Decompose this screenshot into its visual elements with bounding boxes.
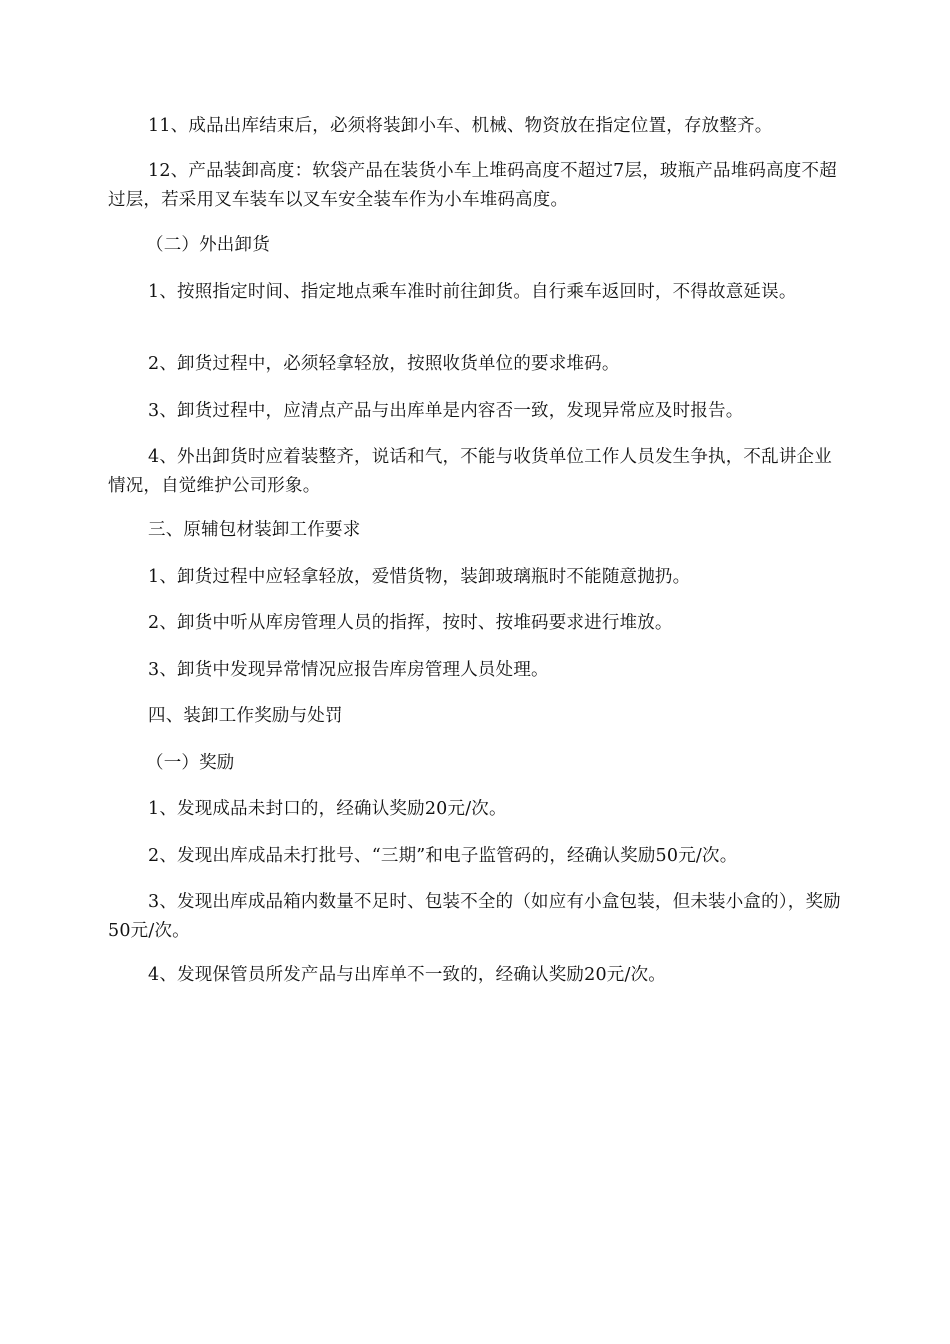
paragraph-rewards-2: 2、发现出库成品未打批号、“三期”和电子监管码的，经确认奖励50元/次。 [148, 846, 738, 866]
paragraph-unloading-4: 4、外出卸货时应着装整齐，说话和气，不能与收货单位工作人员发生争执，不乱讲企业情况，自觉维护公司形象。 [108, 447, 832, 496]
paragraph-rewards-4: 4、发现保管员所发产品与出库单不一致的，经确认奖励20元/次。 [148, 965, 666, 985]
paragraph-rewards-3: 3、发现出库成品箱内数量不足时、包装不全的（如应有小盒包装，但未装小盒的），奖励50元/次。 [108, 892, 841, 941]
section-heading-materials: 三、原辅包材装卸工作要求 [148, 520, 361, 540]
paragraph-unloading-3: 3、卸货过程中，应清点产品与出库单是内容否一致，发现异常应及时报告。 [148, 401, 744, 421]
paragraph-item-12: 12、产品装卸高度：软袋产品在装货小车上堆码高度不超过7层，玻瓶产品堆码高度不超过层，若采用叉车装车以叉车安全装车作为小车堆码高度。 [108, 161, 837, 210]
paragraph-materials-1: 1、卸货过程中应轻拿轻放，爱惜货物，装卸玻璃瓶时不能随意抛扔。 [148, 567, 691, 587]
section-heading-unloading-outside: （二）外出卸货 [146, 235, 270, 255]
paragraph-item-11: 11、成品出库结束后，必须将装卸小车、机械、物资放在指定位置，存放整齐。 [148, 116, 773, 136]
paragraph-rewards-1: 1、发现成品未封口的，经确认奖励20元/次。 [148, 799, 507, 819]
section-heading-rewards-penalties: 四、装卸工作奖励与处罚 [148, 706, 343, 726]
paragraph-materials-3: 3、卸货中发现异常情况应报告库房管理人员处理。 [148, 660, 549, 680]
paragraph-materials-2: 2、卸货中听从库房管理人员的指挥，按时、按堆码要求进行堆放。 [148, 613, 673, 633]
section-heading-rewards: （一）奖励 [146, 753, 235, 773]
paragraph-unloading-1: 1、按照指定时间、指定地点乘车准时前往卸货。自行乘车返回时，不得故意延误。 [148, 282, 797, 302]
paragraph-unloading-2: 2、卸货过程中，必须轻拿轻放，按照收货单位的要求堆码。 [148, 354, 620, 374]
